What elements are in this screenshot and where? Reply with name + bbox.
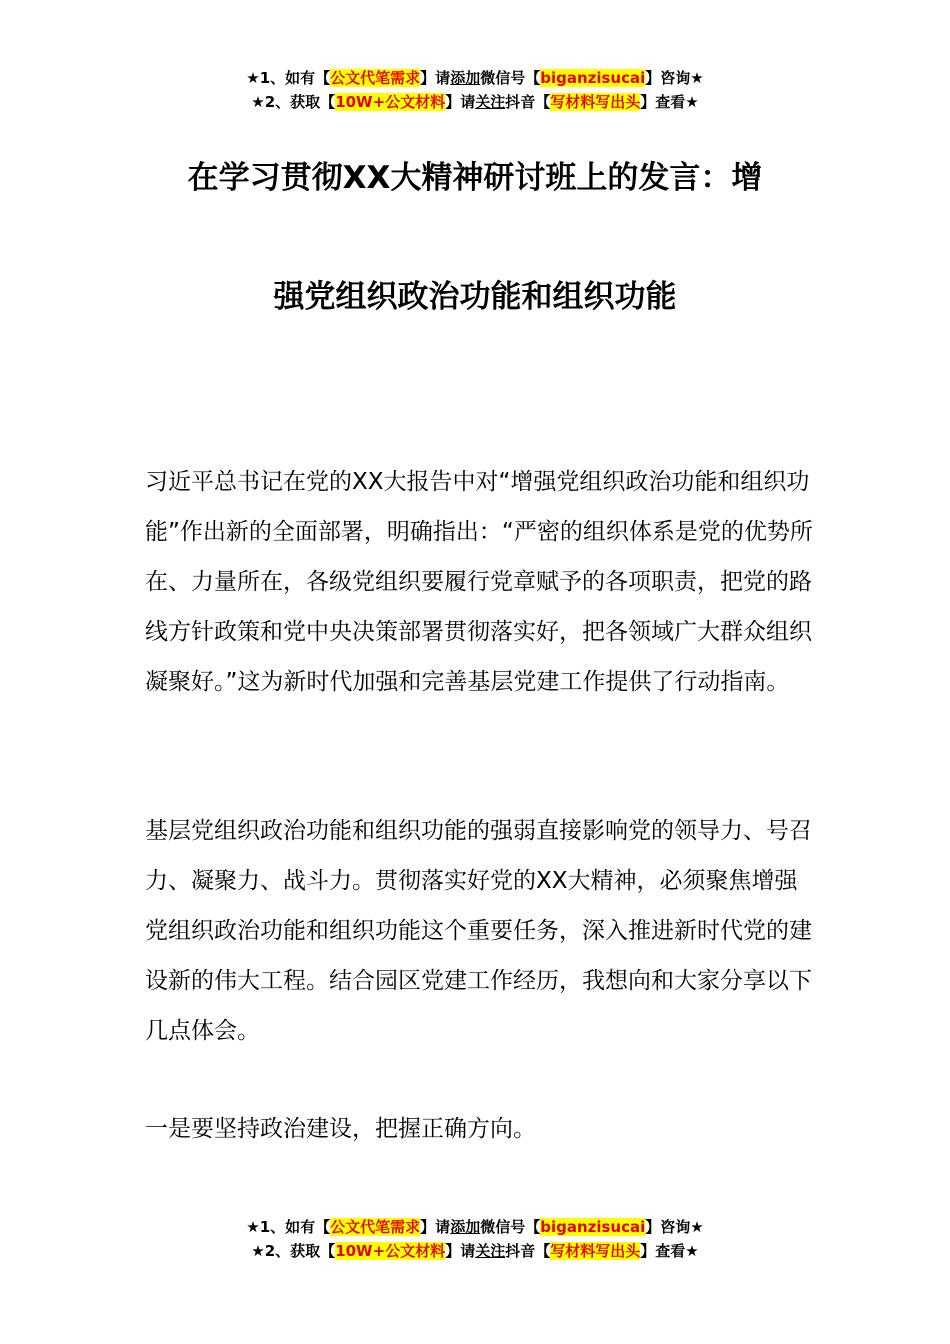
banner-text: 】查看★ xyxy=(640,93,699,111)
banner-text: 微信号【 xyxy=(480,69,541,87)
banner-line-1 xyxy=(0,1215,950,1239)
banner-highlight: 10W+公文材料 xyxy=(335,1242,446,1260)
banner-text: 】请 xyxy=(420,69,451,87)
banner-text: 微信号【 xyxy=(480,1218,541,1236)
banner-highlight: 公文代笔需求 xyxy=(330,1218,421,1236)
banner-highlight: 10W+公文材料 xyxy=(335,93,446,111)
banner-highlight: 写材料写出头 xyxy=(550,1242,641,1260)
banner-text: 】咨询★ xyxy=(645,69,704,87)
banner-highlight: 公文代笔需求 xyxy=(330,69,421,87)
banner-underlined-text: 添加 xyxy=(450,69,481,87)
banner-highlight: 写材料写出头 xyxy=(550,93,641,111)
banner-line-1 xyxy=(0,66,950,90)
banner-highlight: biganzisucai xyxy=(540,1218,646,1236)
document-title-line-1: 在学习贯彻XX大精神研讨班上的发言：增 xyxy=(187,160,763,196)
banner-text: 抖音【 xyxy=(505,1242,551,1260)
banner-text: ★1、如有【 xyxy=(246,69,331,87)
banner-underlined-text: 关注 xyxy=(475,93,506,111)
body-paragraph: 基层党组织政治功能和组织功能的强弱直接影响党的领导力、号召力、凝聚力、战斗力。贯彻落实好党的XX大精神，必须聚焦增强党组织政治功能和组织功能这个重要任务，深入推进新时代党的建设新的伟大工程。结合园区党建工作经历，我想向和大家分享以下几点体会。 xyxy=(145,818,812,1044)
document-title-line-2: 强党组织政治功能和组织功能 xyxy=(273,279,677,315)
banner-text: 】查看★ xyxy=(640,1242,699,1260)
body-paragraph: 一是要坚持政治建设，把握正确方向。 xyxy=(145,1116,536,1142)
banner-underlined-text: 关注 xyxy=(475,1242,506,1260)
banner-text: 】请 xyxy=(445,1242,476,1260)
banner-text: ★2、获取【 xyxy=(251,93,336,111)
banner-text: 】请 xyxy=(420,1218,451,1236)
body-paragraph: 习近平总书记在党的XX大报告中对“增强党组织政治功能和组织功能”作出新的全面部署，明确指出：“严密的组织体系是党的优势所在、力量所在，各级党组织要履行党章赋予的各项职责，把党的路线方针政策和党中央决策部署贯彻落实好，把各领域广大群众组织凝聚好。”这为新时代加强和完善基层党建工作提供了行动指南。 xyxy=(145,469,813,695)
banner-text: 】咨询★ xyxy=(645,1218,704,1236)
banner-text: 】请 xyxy=(445,93,476,111)
header-banner xyxy=(0,66,950,114)
banner-text: 抖音【 xyxy=(505,93,551,111)
banner-underlined-text: 添加 xyxy=(450,1218,481,1236)
banner-highlight: biganzisucai xyxy=(540,69,646,87)
banner-line-2 xyxy=(0,1239,950,1263)
banner-line-2 xyxy=(0,90,950,114)
banner-text: ★1、如有【 xyxy=(246,1218,331,1236)
banner-text: ★2、获取【 xyxy=(251,1242,336,1260)
footer-banner xyxy=(0,1215,950,1263)
